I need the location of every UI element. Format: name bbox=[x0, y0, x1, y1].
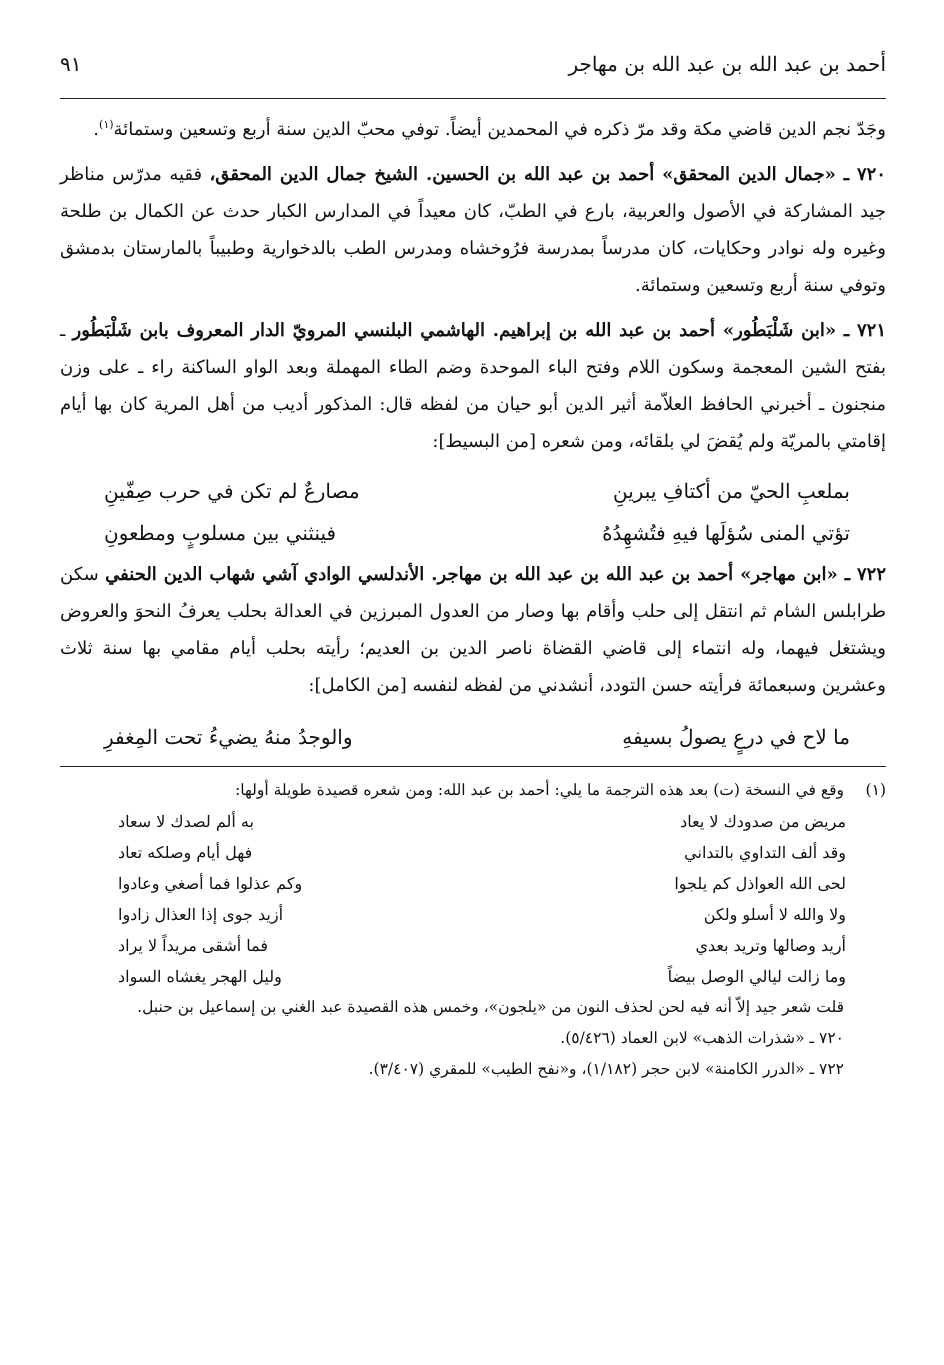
entry-720-head: ٧٢٠ ـ «جمال الدين المحقق» أحمد بن عبد الله بن الحسين. الشيخ جمال الدين المحقق، bbox=[209, 164, 886, 185]
page bbox=[60, 40, 886, 1085]
footnote-verse: وما زالت ليالي الوصل بيضاً وليل الهجر يغشاه السواد bbox=[118, 967, 846, 986]
entry-722-text: سكن طرابلس الشام ثم انتقل إلى حلب وأقام بها وصار من العدول المبرزين في العدالة بحلب يعرفُ النحوَ والعروض ويشتغل فيهما، وله انتماء إلى قاضي القضاة ناصر الدين بن العديم؛ رأيته بحلب أيام مقامي بها سنة ثلاث وعشرين وسبعمائة فرأيته حسن التودد، أنشدني من لفظه لنفسه [من الكامل]: bbox=[60, 564, 886, 696]
main-text bbox=[60, 111, 886, 758]
verse-first-hemistich: ما لاح في درعٍ يصولُ بسيفهِ bbox=[622, 725, 850, 749]
source-720: ٧٢٠ ـ «شذرات الذهب» لابن العماد (٥/٤٢٦). bbox=[560, 1029, 844, 1047]
verse-first-hemistich: تؤتي المنى سُؤلَها فيهِ فتُشهِدُهُ bbox=[602, 521, 850, 545]
running-title: أحمد بن عبد الله بن عبد الله بن مهاجر bbox=[568, 52, 886, 76]
entry-720-text: فقيه مدرّس مناظر جيد المشاركة في الأصول والعربية، بارع في الطبّ، كان معيداً في المدارس الكبار حدث عن الكمال بن طلحة وغيره وله نوادر وحكايات، كان مدرساً بمدرسة فرُوخشاه ومدرس الطب بالدخوارية وطبيباً بالمارستان بدمشق وتوفي سنة أربع وتسعين وستمائة. bbox=[60, 164, 886, 296]
verse-second-hemistich: مصارعٌ لم تكن في حرب صِفّينِ bbox=[104, 479, 360, 503]
footnote-intro: (١)وقع في النسخة (ت) بعد هذه الترجمة ما يلي: أحمد بن عبد الله: ومن شعره قصيدة طويلة أولها: bbox=[60, 775, 886, 806]
footnote-verse: لحى الله العواذل كم يلجوا وكم عذلوا فما أصغي وعادوا bbox=[118, 874, 846, 893]
footnote-note: قلت شعر جيد إلاّ أنه فيه لحن لحذف النون من «يلجون»، وخمس هذه القصيدة عبد الغني بن إسماعيل بن حنبل. bbox=[137, 998, 844, 1016]
footnote-verse: مريض من صدودك لا يعاد به ألم لصدك لا سعاد bbox=[118, 812, 846, 831]
verse-first-hemistich: بملعبِ الحيّ من أكتافِ يبرينِ bbox=[612, 479, 850, 503]
source-722: ٧٢٢ ـ «الدرر الكامنة» لابن حجر (١/١٨٢)، و«نفح الطيب» للمقري (٣/٤٠٧). bbox=[368, 1060, 844, 1078]
entry-721 bbox=[60, 312, 886, 460]
entry-721-text: ـ بفتح الشين المعجمة وسكون اللام وفتح الباء الموحدة وضم الطاء المهملة وبعد الواو الساكنة راء ـ على وزن منجنون ـ أخبرني الحافظ العلاّمة أثير الدين أبو حيان من لفظه قال: المذكور أديب من أهل المرية كان بها أيام إقامتي بالمريّة ولم يُقضَ لي بلقائه، ومن شعره [من البسيط]: bbox=[60, 320, 886, 452]
intro-paragraph: وجَدّ نجم الدين قاضي مكة وقد مرّ ذكره في المحمدين أيضاً. توفي محبّ الدين سنة أربع وتسعين وستمائة$^{(١)}$. bbox=[93, 118, 886, 140]
footnote bbox=[60, 775, 886, 1085]
entry-721-verses bbox=[60, 470, 886, 554]
entry-721-head: ٧٢١ ـ «ابن شَلْبَطُور» أحمد بن عبد الله بن إبراهيم. الهاشمي البلنسي المرويّ الدار المعروف بابن شَلْبَطُور bbox=[72, 320, 886, 341]
entry-720 bbox=[60, 156, 886, 304]
verse-second-hemistich: والوجدُ منهُ يضيءُ تحت المِغفرِ bbox=[104, 725, 353, 749]
footnote-verse: ولا والله لا أسلو ولكن أزيد جوى إذا العذال زادوا bbox=[118, 905, 846, 924]
page-header bbox=[60, 40, 886, 99]
footnote-divider bbox=[60, 766, 886, 767]
entry-722 bbox=[60, 556, 886, 704]
footnote-number: (١) bbox=[865, 781, 886, 799]
footnote-verse: وقد ألف التداوي بالتداني فهل أيام وصلكه تعاد bbox=[118, 843, 846, 862]
entry-722-verse bbox=[60, 716, 886, 758]
page-number: ٩١ bbox=[60, 52, 82, 76]
footnote-ref: (١) bbox=[99, 118, 114, 131]
verse-line bbox=[60, 470, 886, 512]
footnote-verse: أريد وصالها وتريد بعدي فما أشقى مريداً لا يراد bbox=[118, 936, 846, 955]
verse-line bbox=[60, 512, 886, 554]
verse-second-hemistich: فينثني بين مسلوبٍ ومطعونِ bbox=[104, 521, 337, 545]
entry-722-head: ٧٢٢ ـ «ابن مهاجر» أحمد بن عبد الله بن عبد الله بن مهاجر. الأندلسي الوادي آشي شهاب الدين الحنفي bbox=[105, 564, 886, 585]
